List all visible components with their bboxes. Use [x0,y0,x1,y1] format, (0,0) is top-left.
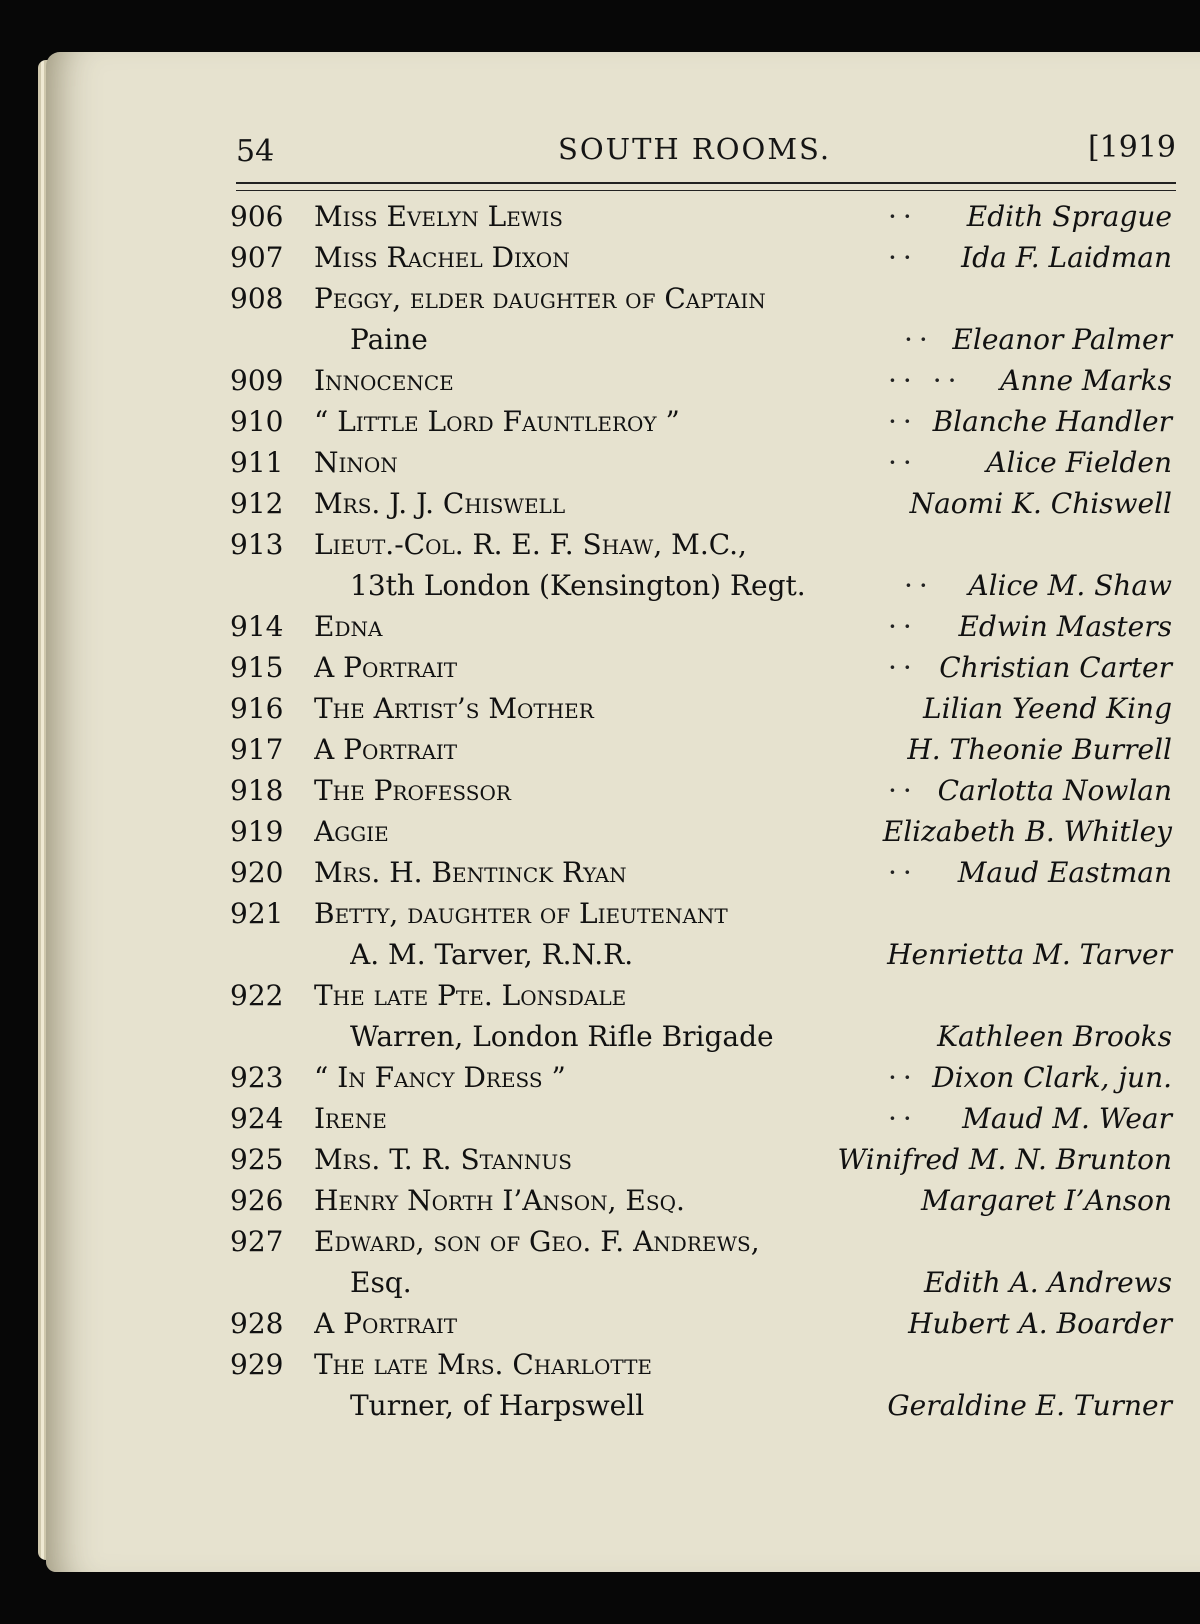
entry-title: Mrs. T. R. Stannus [314,1143,572,1176]
catalogue-entry [230,1180,1180,1221]
artist-name: Dixon Clark, jun. [932,1061,1172,1094]
catalogue-entry [230,278,1180,360]
catalogue-entry [230,1344,1180,1426]
leader-dots: ·· [888,610,918,643]
catalogue-entry [230,237,1180,278]
entry-title: Henry North I’Anson, Esq. [314,1184,685,1217]
artist-name: Carlotta Nowlan [937,774,1172,807]
entry-number: 923 [230,1061,284,1094]
entry-number: 917 [230,733,284,766]
entry-title: Miss Evelyn Lewis [314,200,563,233]
entry-number: 906 [230,200,284,233]
catalogue-entry [230,729,1180,770]
leader-dots: ·· [888,405,918,438]
catalogue-entry [230,1139,1180,1180]
leader-dots: ·· [888,446,918,479]
catalogue-entry [230,442,1180,483]
entry-number: 915 [230,651,284,684]
year-label: [1919 [1087,130,1176,165]
leader-dots: ·· [888,651,918,684]
entry-title: Irene [314,1102,387,1135]
leader-dots: ·· [888,856,918,889]
artist-name: Kathleen Brooks [937,1020,1172,1053]
entry-number: 927 [230,1225,284,1258]
catalogue-entry [230,196,1180,237]
catalogue-entry [230,893,1180,975]
artist-name: Alice Fielden [986,446,1172,479]
catalogue-entry [230,811,1180,852]
entry-title: Mrs. J. J. Chiswell [314,487,566,520]
catalogue-entry [230,770,1180,811]
leader-dots: ·· [888,1102,918,1135]
artist-name: Christian Carter [939,651,1172,684]
artist-name: Maud Eastman [957,856,1172,889]
entry-number: 926 [230,1184,284,1217]
entry-number: 913 [230,528,284,561]
artist-name: Elizabeth B. Whitley [882,815,1172,848]
catalogue-entry [230,975,1180,1057]
entry-title: The Artist’s Mother [314,692,594,725]
entry-number: 919 [230,815,284,848]
entry-number: 929 [230,1348,284,1381]
page-number: 54 [236,134,275,169]
leader-dots: ·· [904,323,934,356]
entry-title: Ninon [314,446,398,479]
artist-name: Henrietta M. Tarver [887,938,1172,971]
leader-dots: ·· [888,200,918,233]
artist-name: Geraldine E. Turner [887,1389,1172,1422]
artist-name: Margaret I’Anson [921,1184,1172,1217]
entry-title-continuation: Warren, London Rifle Brigade [350,1020,774,1053]
entry-number: 907 [230,241,284,274]
leader-dots: ·· [888,241,918,274]
entry-title: The Professor [314,774,511,807]
entry-title: A Portrait [314,1307,458,1340]
artist-name: Edwin Masters [958,610,1172,643]
entry-title: Lieut.-Col. R. E. F. Shaw, M.C., [314,528,747,561]
catalogue-entry [230,688,1180,729]
catalogue-entry [230,1303,1180,1344]
entry-title-continuation: Esq. [350,1266,412,1299]
entry-title-continuation: A. M. Tarver, R.N.R. [350,938,634,971]
entry-title: “ In Fancy Dress ” [314,1061,566,1094]
leader-dots: ·· [888,1061,918,1094]
catalogue-entry [230,1221,1180,1303]
entry-title: Edna [314,610,383,643]
entry-number: 918 [230,774,284,807]
running-title: SOUTH ROOMS. [558,132,832,166]
entry-number: 909 [230,364,284,397]
catalogue-entry [230,524,1180,606]
artist-name: Lilian Yeend King [923,692,1172,725]
catalogue-entry [230,647,1180,688]
artist-name: Winifred M. N. Brunton [837,1143,1172,1176]
catalogue-entry [230,606,1180,647]
entry-number: 922 [230,979,284,1012]
catalogue-list [230,196,1180,1426]
entry-number: 920 [230,856,284,889]
header-rule [236,182,1176,191]
artist-name: Hubert A. Boarder [908,1307,1172,1340]
artist-name: H. Theonie Burrell [907,733,1172,766]
entry-title: A Portrait [314,651,458,684]
entry-title-continuation: 13th London (Kensington) Regt. [350,569,806,602]
entry-number: 908 [230,282,284,315]
entry-title: Innocence [314,364,454,397]
catalogue-entry [230,852,1180,893]
leader-dots: ·· [888,774,918,807]
artist-name: Anne Marks [1000,364,1172,397]
entry-number: 924 [230,1102,284,1135]
artist-name: Ida F. Laidman [961,241,1172,274]
entry-title-continuation: Paine [350,323,428,356]
entry-title: “ Little Lord Fauntleroy ” [314,405,680,438]
entry-title: Mrs. H. Bentinck Ryan [314,856,627,889]
catalogue-entry [230,1098,1180,1139]
artist-name: Edith A. Andrews [924,1266,1172,1299]
entry-title: A Portrait [314,733,458,766]
artist-name: Alice M. Shaw [968,569,1172,602]
catalogue-entry [230,483,1180,524]
entry-title: The late Pte. Lonsdale [314,979,627,1012]
page-header [236,128,1176,172]
entry-number: 912 [230,487,284,520]
entry-number: 925 [230,1143,284,1176]
catalogue-entry [230,1057,1180,1098]
entry-title: The late Mrs. Charlotte [314,1348,653,1381]
entry-title: Edward, son of Geo. F. Andrews, [314,1225,760,1258]
entry-number: 916 [230,692,284,725]
leader-dots: ·· ·· [888,364,963,397]
entry-title: Miss Rachel Dixon [314,241,570,274]
artist-name: Naomi K. Chiswell [909,487,1172,520]
catalogue-entry [230,401,1180,442]
entry-title: Aggie [314,815,389,848]
leader-dots: ·· [904,569,934,602]
artist-name: Blanche Handler [932,405,1172,438]
entry-number: 921 [230,897,284,930]
entry-number: 928 [230,1307,284,1340]
artist-name: Edith Sprague [966,200,1172,233]
entry-number: 914 [230,610,284,643]
artist-name: Eleanor Palmer [952,323,1172,356]
entry-title-continuation: Turner, of Harpswell [350,1389,645,1422]
entry-title: Betty, daughter of Lieutenant [314,897,728,930]
artist-name: Maud M. Wear [962,1102,1172,1135]
entry-number: 911 [230,446,284,479]
entry-number: 910 [230,405,284,438]
entry-title: Peggy, elder daughter of Captain [314,282,766,315]
catalogue-entry [230,360,1180,401]
